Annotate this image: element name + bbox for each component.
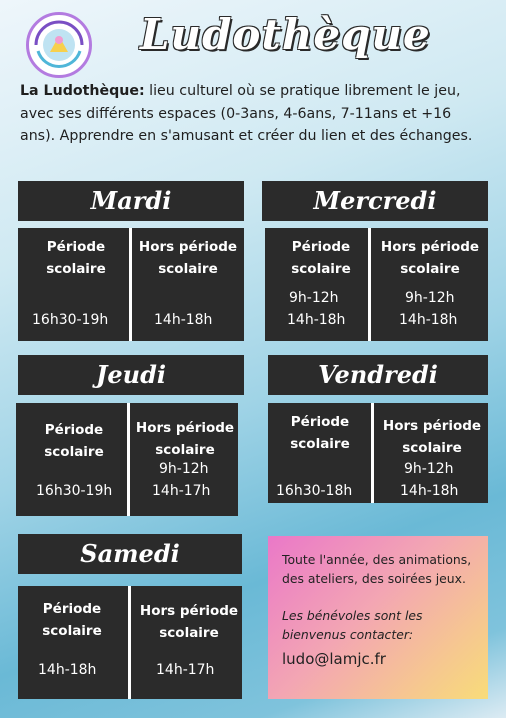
periode-label: Période scolaire: [291, 239, 351, 277]
hors-label: Hors période scolaire: [138, 239, 238, 277]
hors-value: 14h-18h: [154, 312, 213, 328]
intro-text: [20, 80, 490, 148]
schedule-jeudi: [16, 403, 238, 516]
divider: [128, 586, 131, 699]
intro-bold: La Ludothèque:: [20, 83, 145, 99]
periode-value-2: 14h-18h: [287, 312, 346, 328]
schedule-samedi: [18, 586, 242, 699]
hors-value-1: 9h-12h: [159, 461, 209, 477]
periode-value: 16h30-19h: [32, 312, 109, 328]
hors-label: Hors période scolaire: [135, 420, 235, 458]
periode-value: 16h30-18h: [276, 483, 353, 499]
ludotheque-logo: [26, 12, 92, 78]
hors-value-2: 14h-18h: [399, 312, 458, 328]
intro-body: lieu culturel où se pratique librement le jeu, avec ses différents espaces (0-3ans, 4-6ans, 7-11ans et +16 ans). Apprendre en s'amusant et créer du lien et des échanges.: [20, 83, 473, 144]
hors-label: Hors période scolaire: [139, 603, 239, 641]
hors-value-1: 9h-12h: [404, 461, 454, 477]
hors-label: Hors période scolaire: [380, 239, 480, 277]
hors-value-1: 9h-12h: [405, 290, 455, 306]
info-box: [268, 536, 488, 699]
hors-value-2: 14h-17h: [152, 483, 211, 499]
periode-label: Période scolaire: [290, 414, 350, 452]
info-text: Toute l'année, des animations, des ateliers, des soirées jeux.: [282, 552, 472, 586]
periode-label: Période scolaire: [42, 601, 102, 639]
day-header-samedi: Samedi: [18, 534, 242, 574]
periode-value-1: 9h-12h: [289, 290, 339, 306]
contact-email[interactable]: ludo@lamjc.fr: [282, 650, 386, 668]
day-header-mercredi: Mercredi: [262, 181, 488, 221]
divider: [127, 403, 130, 516]
volunteers-text: Les bénévoles sont les bienvenus contacter:: [282, 608, 423, 642]
logo-icon: [30, 16, 88, 74]
divider: [368, 228, 371, 341]
page-title: Ludothèque: [140, 10, 431, 59]
day-header-jeudi: Jeudi: [18, 355, 244, 395]
periode-label: Période scolaire: [44, 422, 104, 460]
schedule-vendredi: [268, 403, 488, 503]
periode-value: 16h30-19h: [36, 483, 113, 499]
hors-label: Hors période scolaire: [382, 418, 482, 456]
schedule-mercredi: [265, 228, 488, 341]
schedule-mardi: [18, 228, 244, 341]
hors-value: 14h-17h: [156, 662, 215, 678]
day-header-mardi: Mardi: [18, 181, 244, 221]
periode-value: 14h-18h: [38, 662, 97, 678]
divider: [371, 403, 374, 503]
periode-label: Période scolaire: [46, 239, 106, 277]
divider: [129, 228, 132, 341]
day-header-vendredi: Vendredi: [268, 355, 488, 395]
hors-value-2: 14h-18h: [400, 483, 459, 499]
